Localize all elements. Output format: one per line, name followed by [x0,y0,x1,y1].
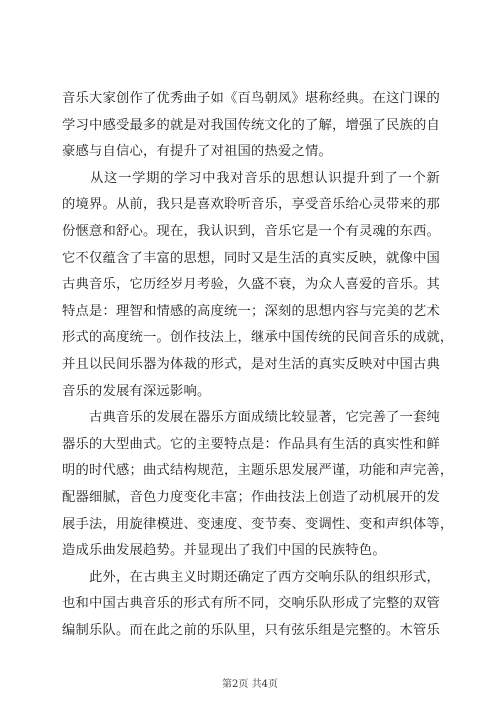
text-line: 豪感与自信心，有提升了对祖国的热爱之情。 [62,144,332,160]
text-line: 它不仅蕴含了丰富的思想，同时又是生活的真实反映，就像中国 [62,250,440,266]
paragraph-4 [62,565,440,645]
text-line: 此外，在古典主义时期还确定了西方交响乐队的组织形式， [62,569,440,585]
text-line: 学习中感受最多的就是对我国传统文化的了解，增强了民族的自 [62,117,440,133]
text-line: 特点是：理智和情感的高度统一；深刻的思想内容与完美的艺术 [62,303,440,319]
text-line: 器乐的大型曲式。它的主要特点是：作品具有生活的真实性和鲜 [62,436,440,452]
page-number: 第2页 共4页 [222,679,278,690]
text-line: 古典音乐的发展在器乐方面成绩比较显著，它完善了一套纯 [62,410,440,426]
text-line: 音乐大家创作了优秀曲子如《百鸟朝凤》堪称经典。在这门课的 [62,91,440,106]
text-line: 的境界。从前，我只是喜欢聆听音乐，享受音乐给心灵带来的那 [62,197,440,213]
text-line: 造成乐曲发展趋势。并显现出了我们中国的民族特色。 [62,543,386,559]
document-body [62,86,454,644]
text-line: 份惬意和舒心。现在，我认识到，音乐它是一个有灵魂的东西。 [62,223,440,239]
text-line: 配器细腻，音色力度变化丰富；作曲技法上创造了动机展开的发 [62,489,440,505]
text-line: 从这一学期的学习中我对音乐的思想认识提升到了一个新 [62,170,440,186]
paragraph-2 [62,166,454,405]
text-line: 展手法，用旋律模进、变速度、变节奏、变调性、变和声织体等， [62,516,454,532]
text-line: 音乐的发展有深远影响。 [62,383,211,399]
text-line: 并且以民间乐器为体裁的形式，是对生活的真实反映对中国古典 [62,356,440,372]
paragraph-3 [62,405,454,565]
text-line: 明的时代感；曲式结构规范，主题乐思发展严谨，功能和声完善， [62,463,454,479]
text-line: 古典音乐，它历经岁月考验，久盛不衰，为众人喜爱的音乐。其 [62,277,440,293]
paragraph-1 [62,86,440,166]
page-footer [0,678,500,692]
text-line: 形式的高度统一。创作技法上，继承中国传统的民间音乐的成就， [62,330,454,346]
text-line: 也和中国古典音乐的形式有所不同，交响乐队形成了完整的双管 [62,596,440,612]
text-line: 编制乐队。而在此之前的乐队里，只有弦乐组是完整的。木管乐 [62,622,440,638]
